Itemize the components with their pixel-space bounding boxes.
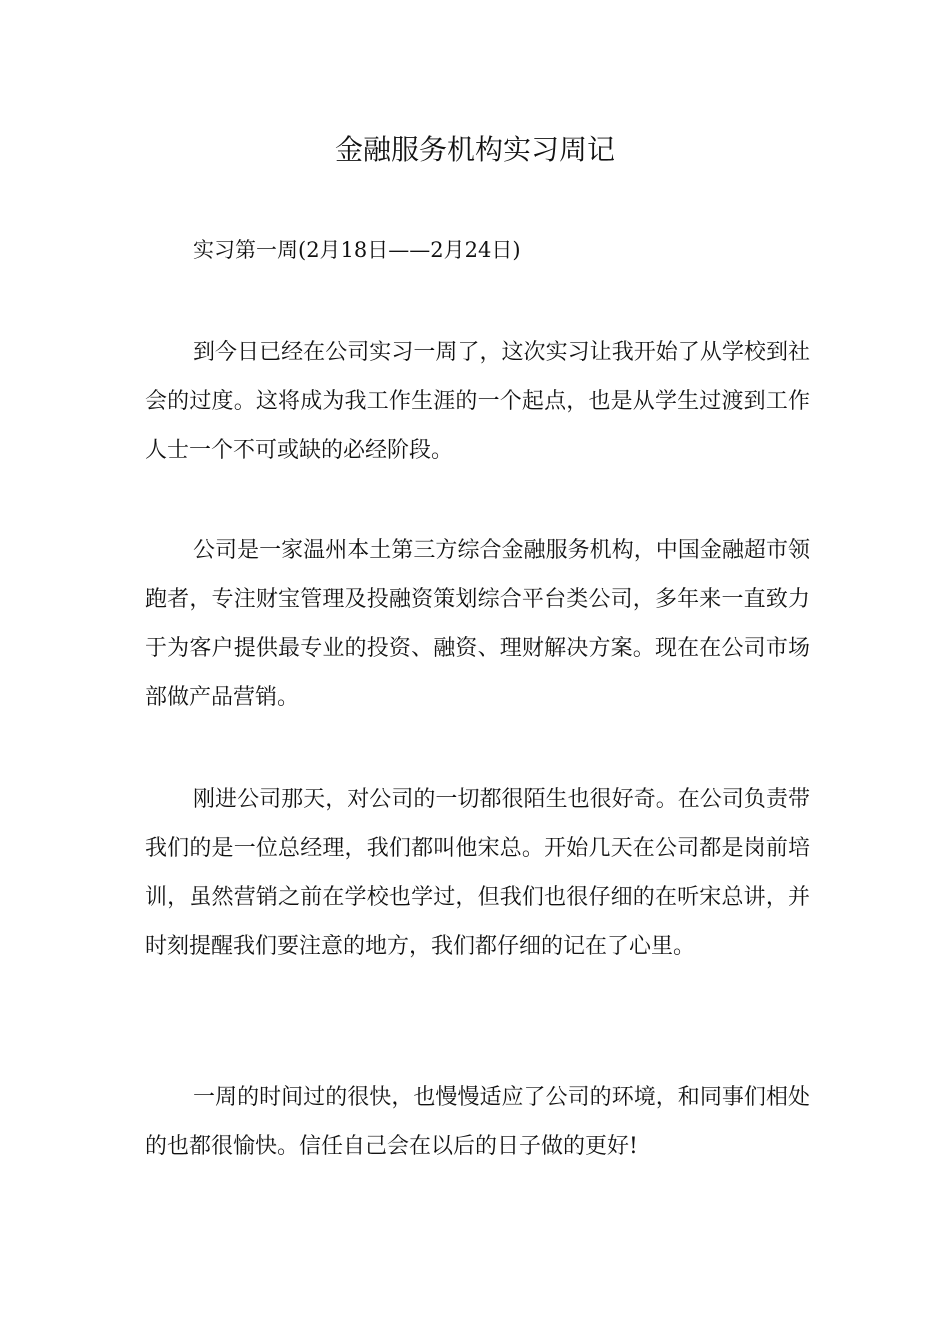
- paragraph-2: 公司是一家温州本土第三方综合金融服务机构，中国金融超市领跑者，专注财宝管理及投融资策划综合平台类公司，多年来一直致力于为客户提供最专业的投资、融资、理财解决方案。现在在公司市场部做产品营销。: [145, 538, 810, 710]
- week-heading: 实习第一周(2月18日——2月24日): [193, 238, 521, 262]
- paragraph-4: 一周的时间过的很快，也慢慢适应了公司的环境，和同事们相处的也都很愉快。信任自己会在以后的日子做的更好!: [145, 1085, 810, 1159]
- document-title: 金融服务机构实习周记: [334, 133, 615, 166]
- paragraph-1: 到今日已经在公司实习一周了，这次实习让我开始了从学校到社会的过度。这将成为我工作生涯的一个起点，也是从学生过渡到工作人士一个不可或缺的必经阶段。: [145, 340, 810, 463]
- paragraph-3: 刚进公司那天，对公司的一切都很陌生也很好奇。在公司负责带我们的是一位总经理，我们都叫他宋总。开始几天在公司都是岗前培训，虽然营销之前在学校也学过，但我们也很仔细的在听宋总讲，并时刻提醒我们要注意的地方，我们都仔细的记在了心里。: [145, 787, 810, 959]
